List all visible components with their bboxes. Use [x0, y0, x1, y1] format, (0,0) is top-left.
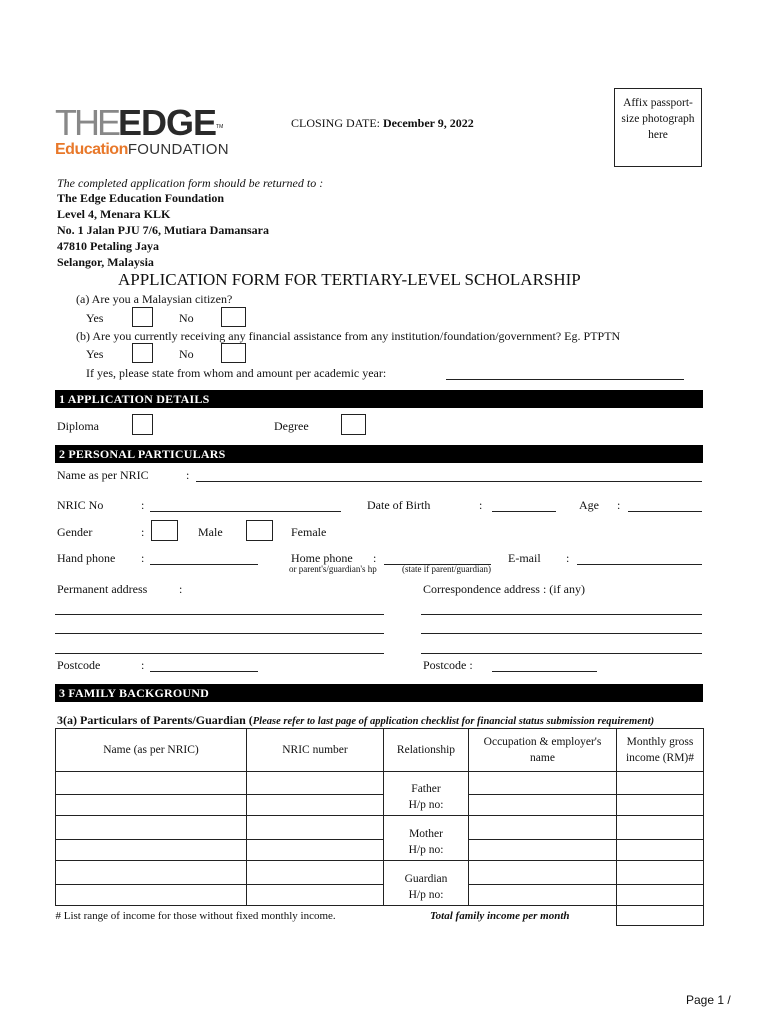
diploma-checkbox[interactable] — [132, 414, 153, 435]
logo-the: THE — [55, 102, 118, 143]
cell[interactable] — [247, 772, 384, 795]
logo — [55, 102, 270, 160]
dob-colon: : — [479, 498, 483, 512]
age-field[interactable] — [628, 511, 702, 512]
total-income-cell[interactable] — [617, 906, 704, 926]
hp-mother: H/p no: — [384, 840, 469, 861]
yes-label: Yes — [86, 347, 104, 361]
return-line: Selangor, Malaysia — [57, 255, 154, 269]
cell[interactable] — [469, 816, 617, 840]
male-checkbox[interactable] — [151, 520, 178, 541]
relation-mother: Mother — [384, 816, 469, 840]
relation-guardian: Guardian — [384, 861, 469, 885]
cell[interactable] — [56, 885, 247, 906]
photo-line-3: here — [648, 129, 668, 141]
cell[interactable] — [469, 885, 617, 906]
home-phone-note: or parent's/guardian's hp — [289, 564, 377, 574]
cell[interactable] — [56, 861, 247, 885]
no-label: No — [179, 311, 194, 325]
closing-date — [291, 116, 474, 131]
header-name: Name (as per NRIC) — [56, 729, 247, 772]
cell[interactable] — [247, 840, 384, 861]
hand-phone-field[interactable] — [150, 564, 258, 565]
footnote: # List range of income for those without fixed monthly income. — [55, 909, 336, 922]
cell[interactable] — [617, 816, 704, 840]
name-field[interactable] — [196, 481, 702, 482]
closing-date-value: December 9, 2022 — [383, 116, 474, 130]
email-colon: : — [566, 551, 570, 565]
gender-colon: : — [141, 525, 145, 539]
return-line: 47810 Petaling Jaya — [57, 239, 159, 253]
closing-label: CLOSING DATE: — [291, 116, 380, 130]
perm-address-colon: : — [179, 582, 183, 596]
cell[interactable] — [469, 772, 617, 795]
name-label: Name as per NRIC — [57, 468, 149, 482]
perm-address-line-3[interactable] — [55, 653, 384, 654]
logo-tm: TM — [216, 124, 224, 130]
logo-foundation: FOUNDATION — [127, 141, 229, 158]
cell[interactable] — [617, 885, 704, 906]
corr-address-line-3[interactable] — [421, 653, 702, 654]
citizen-no-checkbox[interactable] — [221, 307, 246, 327]
relation-father: Father — [384, 772, 469, 795]
header-income: Monthly gross income (RM)# — [617, 729, 704, 772]
assistance-no-checkbox[interactable] — [221, 343, 246, 363]
photo-box — [614, 88, 702, 167]
state-note: (state if parent/guardian) — [402, 564, 491, 574]
cell[interactable] — [469, 840, 617, 861]
table-row — [56, 816, 704, 840]
cell[interactable] — [469, 861, 617, 885]
nric-label: NRIC No — [57, 498, 104, 512]
postcode2-field[interactable] — [492, 671, 597, 672]
yes-label: Yes — [86, 311, 104, 325]
cell[interactable] — [56, 795, 247, 816]
diploma-label: Diploma — [57, 419, 99, 433]
hand-phone-label: Hand phone — [57, 551, 116, 565]
section2-header: 2 PERSONAL PARTICULARS — [55, 445, 703, 463]
age-label: Age — [579, 498, 599, 512]
cell[interactable] — [617, 772, 704, 795]
citizen-yes-checkbox[interactable] — [132, 307, 153, 327]
cell[interactable] — [617, 840, 704, 861]
question-a: (a) Are you a Malaysian citizen? — [76, 292, 233, 306]
total-label: Total family income per month — [429, 909, 570, 922]
no-label: No — [179, 347, 194, 361]
return-address — [57, 190, 269, 270]
perm-address-line-2[interactable] — [55, 633, 384, 634]
header-nric: NRIC number — [247, 729, 384, 772]
if-yes-label: If yes, please state from whom and amount per academic year: — [86, 366, 387, 380]
cell[interactable] — [56, 840, 247, 861]
section3-header: 3 FAMILY BACKGROUND — [55, 684, 703, 702]
photo-line-2: size photograph — [621, 113, 695, 125]
dob-label: Date of Birth — [367, 498, 431, 512]
corr-address-line-1[interactable] — [421, 614, 702, 615]
cell[interactable] — [56, 772, 247, 795]
male-label: Male — [198, 525, 223, 539]
table-row — [56, 795, 704, 816]
dob-field[interactable] — [492, 511, 556, 512]
photo-line-1: Affix passport- — [623, 97, 693, 109]
cell[interactable] — [247, 795, 384, 816]
table-row — [56, 861, 704, 885]
return-intro: The completed application form should be returned to : — [57, 176, 324, 190]
home-phone-colon: : — [373, 551, 377, 565]
section1-header: 1 APPLICATION DETAILS — [55, 390, 703, 408]
subtitle-note: Please refer to last page of application checklist for financial status submission requirement) — [252, 716, 655, 727]
header-relationship: Relationship — [384, 729, 469, 772]
email-field[interactable] — [577, 564, 702, 565]
table-row — [56, 840, 704, 861]
degree-checkbox[interactable] — [341, 414, 366, 435]
question-b: (b) Are you currently receiving any financial assistance from any institution/foundation/government? Eg. PTPTN — [76, 329, 621, 343]
table-header-row — [56, 729, 704, 772]
cell[interactable] — [247, 861, 384, 885]
perm-address-line-1[interactable] — [55, 614, 384, 615]
age-colon: : — [617, 498, 621, 512]
return-line: The Edge Education Foundation — [57, 191, 225, 205]
cell[interactable] — [56, 816, 247, 840]
nric-field[interactable] — [150, 511, 341, 512]
family-table — [55, 728, 704, 926]
name-colon: : — [186, 468, 190, 482]
postcode2-label: Postcode : — [423, 658, 473, 672]
nric-colon: : — [141, 498, 145, 512]
email-label: E-mail — [508, 551, 541, 565]
return-line: No. 1 Jalan PJU 7/6, Mutiara Damansara — [57, 223, 269, 237]
cell[interactable] — [617, 795, 704, 816]
postcode-colon: : — [141, 658, 145, 672]
table-row — [56, 885, 704, 906]
cell[interactable] — [469, 795, 617, 816]
cell[interactable] — [247, 885, 384, 906]
cell[interactable] — [617, 861, 704, 885]
assistance-yes-checkbox[interactable] — [132, 343, 153, 363]
female-checkbox[interactable] — [246, 520, 273, 541]
header-occupation: Occupation & employer's name — [469, 729, 617, 772]
form-title: APPLICATION FORM FOR TERTIARY-LEVEL SCHOLARSHIP — [118, 270, 581, 289]
hp-guardian: H/p no: — [384, 885, 469, 906]
table-row — [56, 772, 704, 795]
postcode-field[interactable] — [150, 671, 258, 672]
corr-address-line-2[interactable] — [421, 633, 702, 634]
hand-phone-colon: : — [141, 551, 145, 565]
home-phone-label: Home phone — [291, 551, 353, 565]
table-total-row — [56, 906, 704, 926]
degree-label: Degree — [274, 419, 309, 433]
corr-address-label: Correspondence address : (if any) — [423, 582, 585, 596]
page-number: Page 1 / — [686, 993, 731, 1007]
female-label: Female — [291, 525, 327, 539]
logo-education: Education — [55, 141, 128, 158]
if-yes-field[interactable] — [446, 379, 684, 380]
logo-edge: EDGE — [118, 102, 217, 143]
postcode-label: Postcode — [57, 658, 101, 672]
perm-address-label: Permanent address — [57, 582, 148, 596]
gender-label: Gender — [57, 525, 93, 539]
return-line: Level 4, Menara KLK — [57, 207, 171, 221]
subtitle-main: 3(a) Particulars of Parents/Guardian ( — [57, 713, 253, 727]
cell[interactable] — [247, 816, 384, 840]
hp-father: H/p no: — [384, 795, 469, 816]
section3-subtitle — [57, 713, 654, 728]
